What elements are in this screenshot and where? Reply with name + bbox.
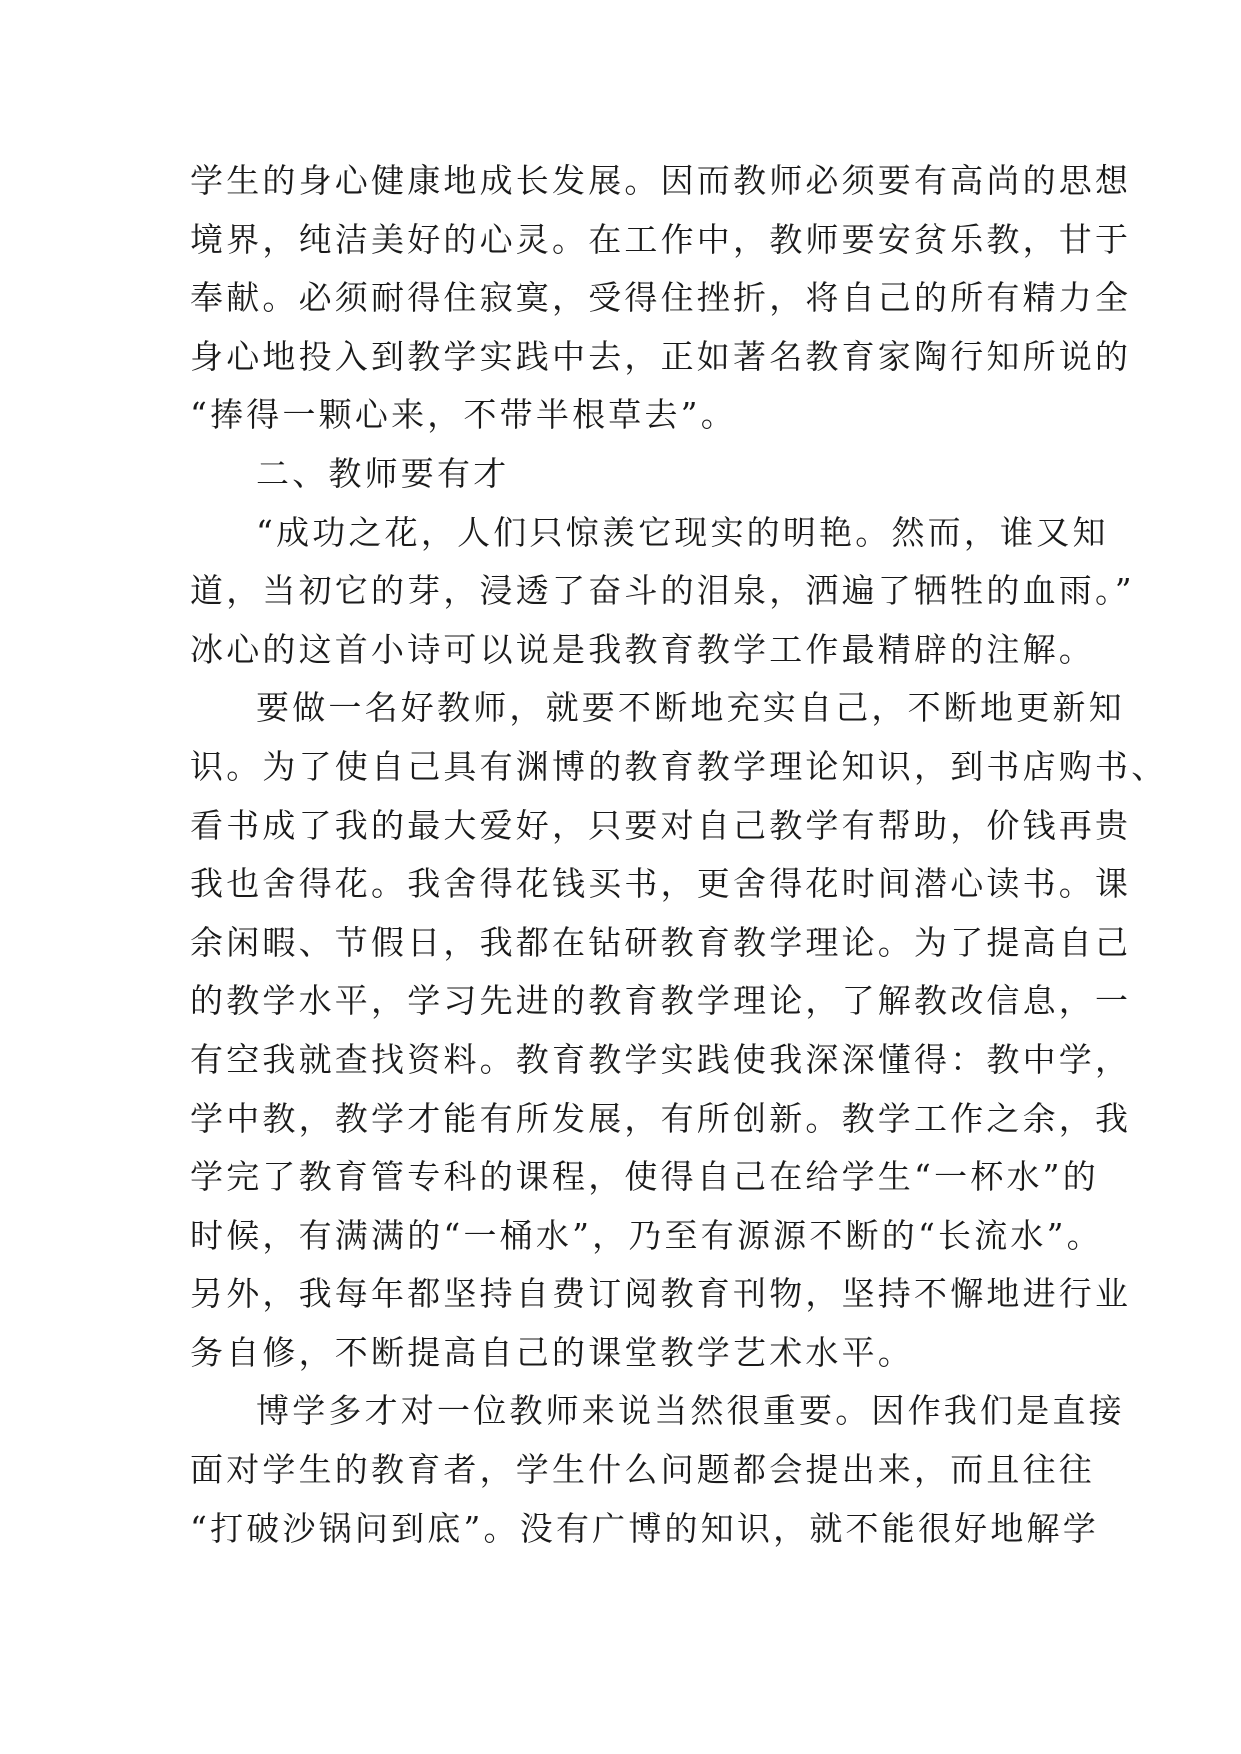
text-line: 另外，我每年都坚持自费订阅教育刊物，坚持不懈地进行业 <box>190 1274 1132 1314</box>
text-line: 务自修，不断提高自己的课堂教学艺术水平。 <box>190 1332 914 1372</box>
body-text <box>190 152 1168 1558</box>
section-heading: 二、教师要有才 <box>256 453 510 493</box>
text-line: 看书成了我的最大爱好，只要对自己教学有帮助，价钱再贵 <box>190 805 1132 845</box>
text-line: 要做一名好教师，就要不断地充实自己，不断地更新知 <box>256 688 1125 728</box>
text-line: “成功之花，人们只惊羡它现实的明艳。然而，谁又知 <box>256 512 1109 552</box>
text-line: 奉献。必须耐得住寂寞，受得住挫折，将自己的所有精力全 <box>190 278 1132 318</box>
text-line: 识。为了使自己具有渊博的教育教学理论知识，到书店购书、 <box>190 746 1168 786</box>
text-line: 身心地投入到教学实践中去，正如著名教育家陶行知所说的 <box>190 336 1132 376</box>
text-line: 时候，有满满的“一桶水”，乃至有源源不断的“长流水”。 <box>190 1215 1103 1255</box>
text-line: “打破沙锅问到底”。没有广博的知识，就不能很好地解学 <box>190 1508 1099 1548</box>
text-line: 的教学水平，学习先进的教育教学理论，了解教改信息，一 <box>190 981 1132 1021</box>
text-line: 道，当初它的芽，浸透了奋斗的泪泉，洒遍了牺牲的血雨。” <box>190 571 1135 611</box>
text-line: 余闲暇、节假日，我都在钻研教育教学理论。为了提高自己 <box>190 922 1132 962</box>
text-line: 学完了教育管专科的课程，使得自己在给学生“一杯水”的 <box>190 1157 1099 1197</box>
text-line: 博学多才对一位教师来说当然很重要。因作我们是直接 <box>256 1391 1125 1431</box>
text-line: 学中教，教学才能有所发展，有所创新。教学工作之余，我 <box>190 1098 1132 1138</box>
text-line: 境界，纯洁美好的心灵。在工作中，教师要安贫乐教，甘于 <box>190 219 1132 259</box>
text-line: 面对学生的教育者，学生什么问题都会提出来，而且往往 <box>190 1450 1095 1490</box>
text-line: “捧得一颗心来，不带半根草去”。 <box>190 395 737 435</box>
text-line: 学生的身心健康地成长发展。因而教师必须要有高尚的思想 <box>190 161 1132 200</box>
text-line: 我也舍得花。我舍得花钱买书，更舍得花时间潜心读书。课 <box>190 864 1132 904</box>
text-line: 冰心的这首小诗可以说是我教育教学工作最精辟的注解。 <box>190 629 1095 669</box>
text-line: 有空我就查找资料。教育教学实践使我深深懂得：教中学， <box>190 1039 1132 1079</box>
